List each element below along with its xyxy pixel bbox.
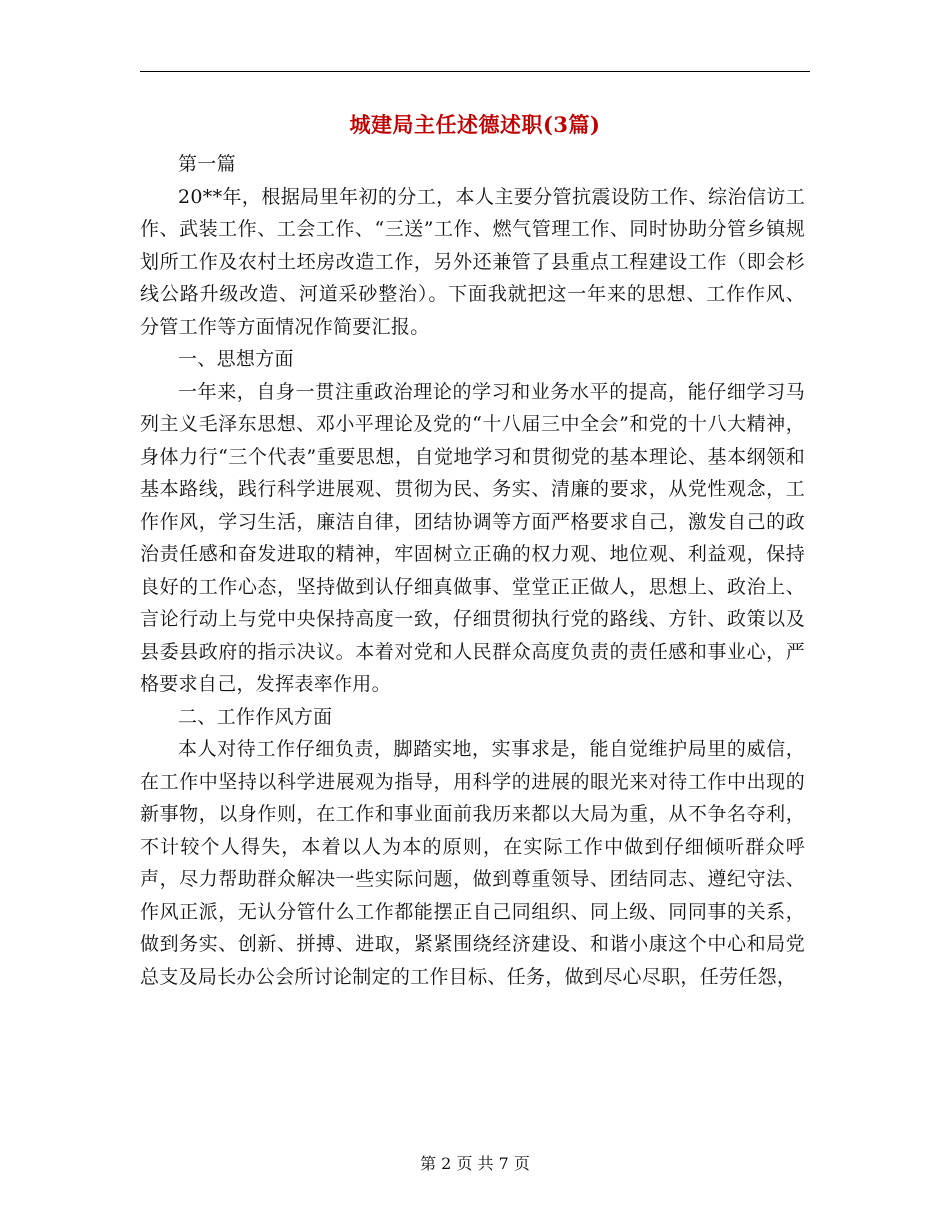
paragraph-thought: 一年来，自身一贯注重政治理论的学习和业务水平的提高，能仔细学习马列主义毛泽东思想、邓小平理论及党的“十八届三中全会”和党的十八大精神，身体力行“三个代表”重要思想，自觉地学习和贯彻党的基本理论、基本纲领和基本路线，践行科学进展观、贯彻为民、务实、清廉的要求，从党性观念，工作作风，学习生活，廉洁自律，团结协调等方面严格要求自己，激发自己的政治责任感和奋发进取的精神，牢固树立正确的权力观、地位观、利益观，保持良好的工作心态，坚持做到认仔细真做事、堂堂正正做人，思想上、政治上、言论行动上与党中央保持高度一致，仔细贯彻执行党的路线、方针、政策以及县委县政府的指示决议。本着对党和人民群众高度负责的责任感和事业心，严格要求自己，发挥表率作用。 [140,380,805,695]
section-heading-work-style: 二、工作作风方面 [178,705,333,728]
paragraph-intro: 20**年，根据局里年初的分工，本人主要分管抗震设防工作、综治信访工作、武装工作、工会工作、“三送”工作、燃气管理工作、同时协助分管乡镇规划所工作及农村土坯房改造工作，另外还兼管了县重点工程建设工作（即会杉线公路升级改造、河道采砂整治）。下面我就把这一年来的思想、工作作风、分管工作等方面情况作简要汇报。 [140,185,805,338]
section-heading-part-one: 第一篇 [178,153,236,175]
page-number-footer: 第 2 页 共 7 页 [420,1154,530,1173]
document-body [140,148,805,993]
paragraph-work-style: 本人对待工作仔细负责，脚踏实地，实事求是，能自觉维护局里的威信，在工作中坚持以科学进展观为指导，用科学的进展的眼光来对待工作中出现的新事物，以身作则，在工作和事业面前我历来都以大局为重，从不争名夺利，不计较个人得失，本着以人为本的原则，在实际工作中做到仔细倾听群众呼声，尽力帮助群众解决一些实际问题，做到尊重领导、团结同志、遵纪守法、作风正派，无认分管什么工作都能摆正自己同组织、同上级、同同事的关系，做到务实、创新、拼搏、进取，紧紧围绕经济建设、和谐小康这个中心和局党总支及局长办公会所讨论制定的工作目标、任务，做到尽心尽职，任劳任怨， [140,738,805,988]
header-rule [140,71,810,72]
section-heading-thought: 一、思想方面 [178,348,294,370]
document-title: 城建局主任述德述职(3篇) [349,112,601,137]
